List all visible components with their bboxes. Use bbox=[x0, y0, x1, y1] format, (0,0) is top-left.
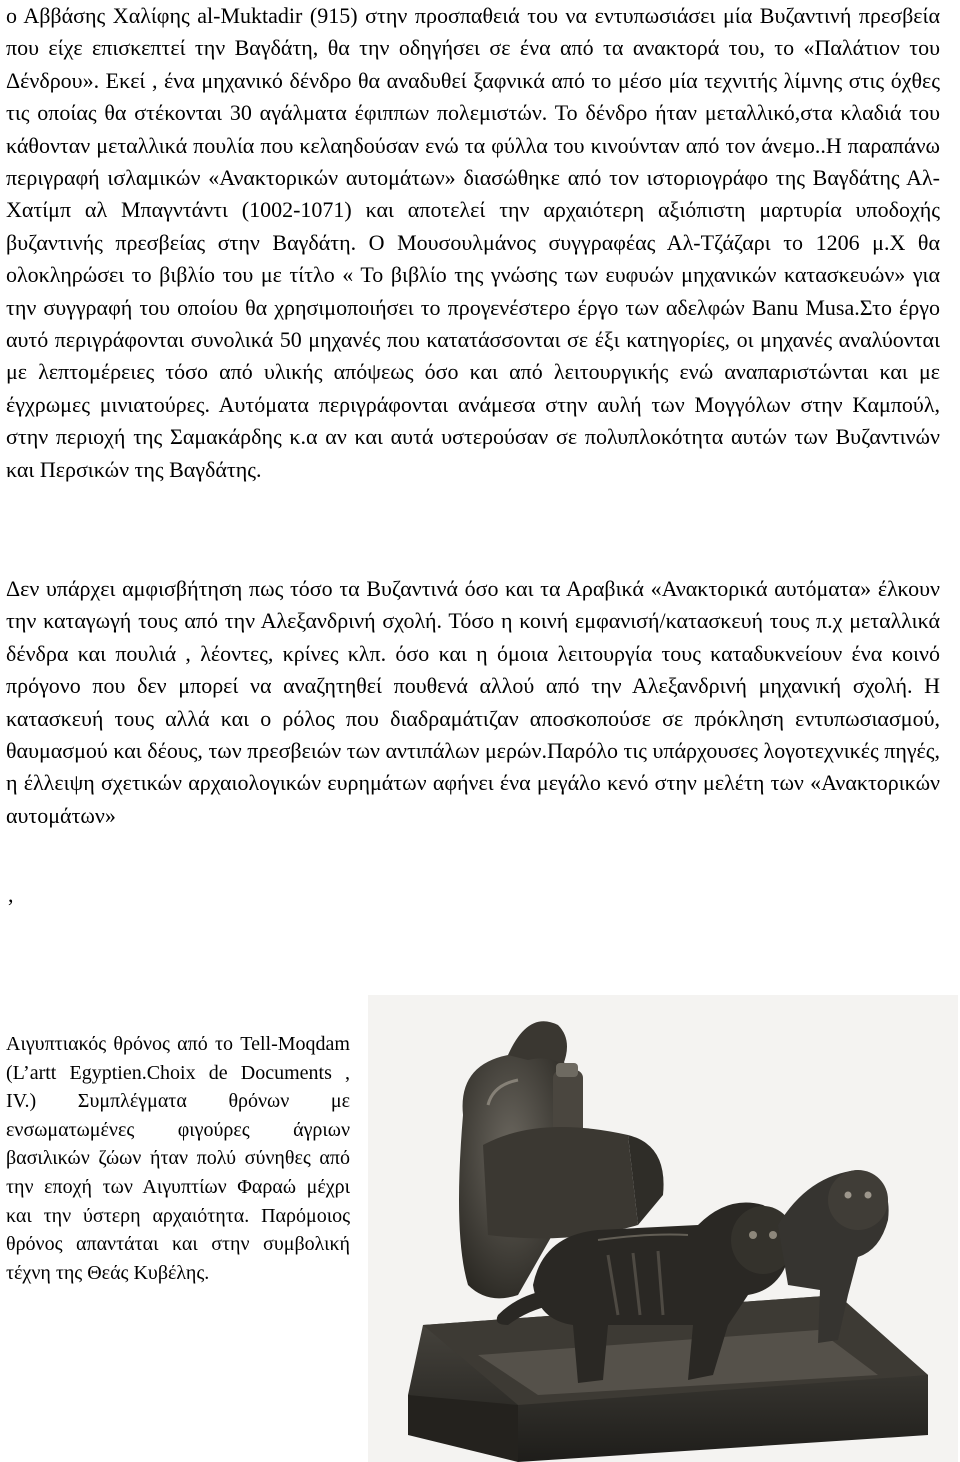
stray-comma: , bbox=[8, 882, 14, 907]
throne-illustration bbox=[368, 995, 958, 1462]
figure-caption: Αιγυπτιακός θρόνος από το Tell-Moqdam (L’artt Egyptien.Choix de Documents , IV.) Συμπλέγματα θρόνων με ενσωματωμένες φιγούρες άγριων βασιλικών ζώων ήταν πολύ σύνηθες από την εποχή των Αιγυπτίων Φαραώ μέχρι και την ύστερη αρχαιότητα. Παρόμοιος θρόνος απαντάται και στην συμβολική τέχνη της Θεάς Κυβέλης. bbox=[6, 1033, 350, 1284]
body-paragraph-2: Δεν υπάρχει αμφισβήτηση πως τόσο τα Βυζαντινά όσο και τα Αραβικά «Ανακτορικά αυτόματα» έλκουν την καταγωγή τους από την Αλεξανδρινή σχολή. Τόσο η κοινή εμφανισή/κατασκευή τους π.χ μεταλλικά δένδρα και πουλιά , λέοντες, κρίνες κλπ. όσο και η όμοια λειτουργία τους καταδυκνείουν ένα κοινό πρόγονο που δεν μπορεί να αναζητηθεί πουθενά αλλού από την Αλεξανδρινή μηχανική σχολή. Η κατασκευή τους αλλά και ο ρόλος που διαδραμάτιζαν αποσκοπούσε σε πρόκληση εντυπωσιασμού, θαυμασμού και δέους, των πρεσβειών των αντιπάλων μερών.Παρόλο τις υπάρχουσες λογοτεχνικές πηγές, η έλλειψη σχετικών αρχαιολογικών ευρημάτων αφήνει ένα μεγάλο κενό στην μελέτη των «Ανακτορικών αυτομάτων» bbox=[6, 576, 940, 828]
throne-with-lions-photo bbox=[368, 995, 958, 1462]
body-paragraph-1: ο Αββάσης Χαλίφης al-Muktadir (915) στην προσπαθειά του να εντυπωσιάσει μία Βυζαντινή πρεσβεία που είχε επισκεπτεί την Βαγδάτη, θα την οδηγήσει σε ένα από τα ανακτορά του, το «Παλάτιον του Δένδρου». Εκεί , ένα μηχανικό δένδρο θα αναδυθεί ξαφνικά από το μέσο μία τεχνιτής λίμνης στις όχθες τις οποίας θα στέκονται 30 αγάλματα έφιππων πολεμιστών. Το δένδρο ήταν μεταλλικό,στα κλαδιά του κάθονταν μεταλλικά πουλία που κελαηδούσαν ενώ τα φύλλα του κινούνταν από τον άνεμο..Η παραπάνω περιγραφή ισλαμικών «Ανακτορικών αυτομάτων» διασώθηκε από τον ιστοριογράφο της Βαγδάτης Αλ-Χατίμπ αλ Μπαγντάντι (1002-1071) και αποτελεί την αρχαιότερη αξιόπιστη μαρτυρία υποδοχής βυζαντινής πρεσβείας στην Βαγδάτη. Ο Μουσουλμάνος συγγραφέας Αλ-Τζάζαρι το 1206 μ.Χ θα ολοκληρώσει το βιβλίο του με τίτλο « Το βιβλίο της γνώσης των ευφυών μηχανικών κατασκευών» για την συγγραφή του οποίου θα χρησιμοποιήσει το προγενέστερο έργο των αδελφών Banu Musa.Στο έργο αυτό περιγράφονται συνολικά 50 μηχανές που κατατάσσονται σε έξι κατηγορίες, οι μηχανές αναλύονται με λεπτομέρειες τόσο από υλικής απόψεως όσο και από λειτουργικής ενώ αναπαριστώνται και με έγχρωμες μινιατούρες. Αυτόματα περιγράφονται ανάμεσα στην αυλή των Μογγόλων στην Καμπούλ, στην περιοχή της Σαμακάρδης κ.α αν και αυτά υστερούσαν σε πολυπλοκότητα αυτών των Βυζαντινών και Περσικών της Βαγδάτης. bbox=[6, 3, 940, 482]
